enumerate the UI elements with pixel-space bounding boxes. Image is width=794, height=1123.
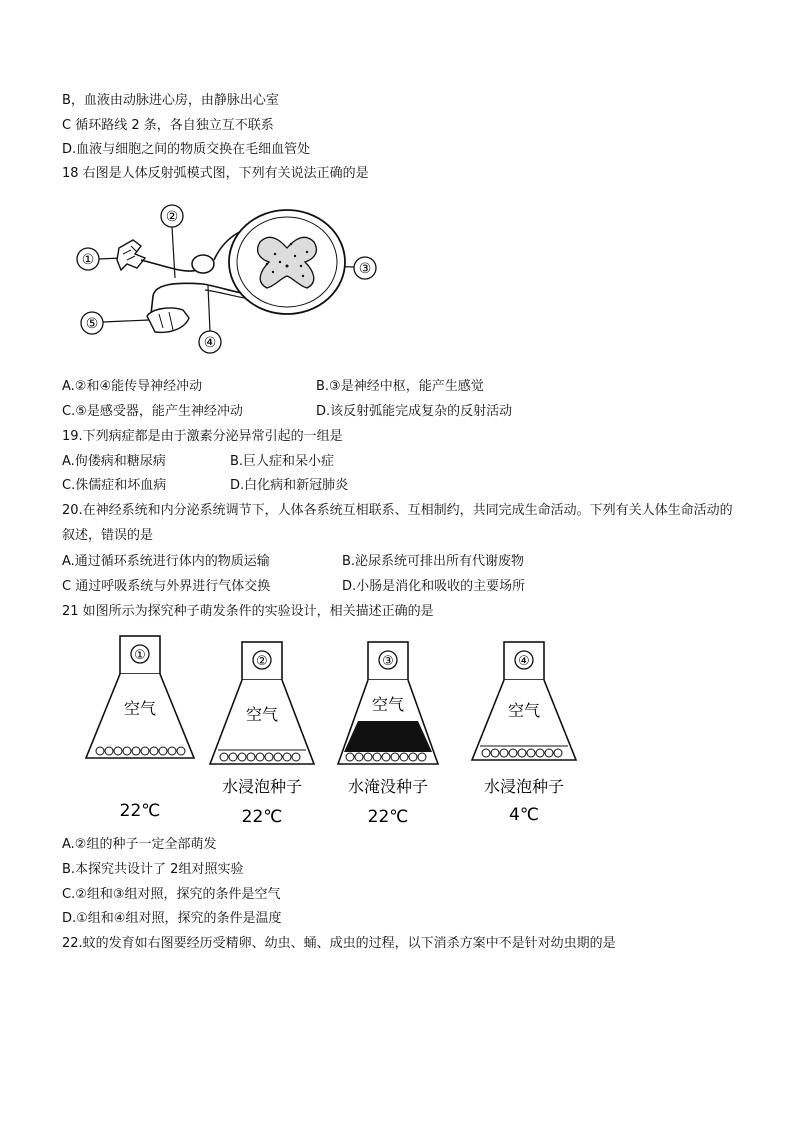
q20-option-a[interactable]: A.通过循环系统进行体内的物质运输 [62, 554, 270, 569]
flask-3-water [344, 721, 432, 752]
q19-option-c[interactable]: C.侏儒症和坏血病 [62, 478, 167, 493]
option-b-prev: B，血液由动脉进心房，由静脉出心室 [62, 93, 279, 108]
q19-option-d[interactable]: D.白化病和新冠肺炎 [230, 478, 349, 493]
q20-option-d[interactable]: D.小肠是消化和吸收的主要场所 [342, 579, 526, 594]
flask-3-number: ③ [382, 654, 394, 669]
q18-option-a[interactable]: A.②和④能传导神经冲动 [62, 379, 203, 394]
option-c-prev: C 循环路线 2 条，各自独立互不联系 [62, 118, 274, 133]
ganglion [192, 255, 214, 273]
flask-1 [86, 636, 194, 821]
q18-option-c[interactable]: C.⑤是感受器，能产生神经冲动 [62, 404, 243, 419]
label-4 [199, 331, 221, 353]
receptor-icon [117, 240, 145, 270]
q19-option-b[interactable]: B.巨人症和呆小症 [230, 454, 335, 469]
label-5 [81, 312, 103, 334]
q18-option-d[interactable]: D.该反射弧能完成复杂的反射活动 [316, 404, 513, 419]
flask-1-number: ① [134, 648, 146, 663]
spinal-cord [229, 210, 345, 314]
reflex-arc-diagram [75, 196, 395, 364]
label-2 [161, 205, 183, 227]
option-d-prev: D.血液与细胞之间的物质交换在毛细血管处 [62, 142, 311, 157]
q21-option-a[interactable]: A.②组的种子一定全部萌发 [62, 837, 217, 852]
flask-3-seeds [346, 753, 426, 761]
flask-3-condition: 水淹没种子 [347, 777, 429, 796]
flask-4-seeds [482, 749, 562, 757]
flask-4 [472, 642, 576, 825]
flask-4-number: ④ [518, 654, 530, 669]
flask-4-condition: 水浸泡种子 [483, 777, 565, 796]
question-20-stem: 20.在神经系统和内分泌系统调节下，人体各系统互相联系、互相制约，共同完成生命活动。下列有关人体生命活动的叙述，错误的是 [62, 503, 733, 543]
q21-option-c[interactable]: C.②组和③组对照，探究的条件是空气 [62, 887, 281, 902]
label-2-text: ② [165, 209, 179, 225]
question-22-stem: 22.蚊的发育如右图要经历受精卵、幼虫、蛹、成虫的过程，以下消杀方案中不是针对幼虫期的是 [62, 936, 616, 951]
q18-option-b[interactable]: B.③是神经中枢，能产生感觉 [316, 379, 484, 394]
flask-3 [338, 642, 438, 827]
flask-4-temp: 4℃ [509, 805, 539, 825]
label-5-text: ⑤ [85, 316, 99, 332]
flask-4-air-label: 空气 [507, 701, 541, 720]
question-19-stem: 19.下列病症都是由于激素分泌异常引起的一组是 [62, 429, 343, 444]
label-3-text: ③ [358, 261, 372, 277]
label-3 [354, 257, 376, 279]
label-4-text: ④ [203, 335, 217, 351]
label-1-text: ① [81, 252, 95, 268]
q21-option-d[interactable]: D.①组和④组对照，探究的条件是温度 [62, 911, 282, 926]
label-1 [77, 248, 99, 270]
q20-option-c[interactable]: C 通过呼吸系统与外界进行气体交换 [62, 579, 271, 594]
flask-2-temp: 22℃ [241, 807, 283, 827]
flask-3-air-label: 空气 [371, 695, 405, 714]
question-18-stem: 18 右图是人体反射弧模式图，下列有关说法正确的是 [62, 166, 369, 181]
flask-2-number: ② [256, 654, 268, 669]
flask-2 [210, 642, 314, 827]
flask-2-air-label: 空气 [245, 705, 279, 724]
seed-germination-figure [80, 628, 600, 828]
effector-icon [147, 308, 189, 332]
q19-option-a[interactable]: A.佝偻病和糖尿病 [62, 454, 166, 469]
flask-1-air-label: 空气 [123, 699, 157, 718]
flask-1-temp: 22℃ [119, 801, 161, 821]
q20-option-b[interactable]: B.泌尿系统可排出所有代谢废物 [342, 554, 525, 569]
question-21-stem: 21 如图所示为探究种子萌发条件的实验设计，相关描述正确的是 [62, 604, 434, 619]
q21-option-b[interactable]: B.本探究共设计了 2组对照实验 [62, 862, 244, 877]
flask-3-temp: 22℃ [367, 807, 409, 827]
flask-2-seeds [220, 753, 300, 761]
flask-2-condition: 水浸泡种子 [221, 777, 303, 796]
